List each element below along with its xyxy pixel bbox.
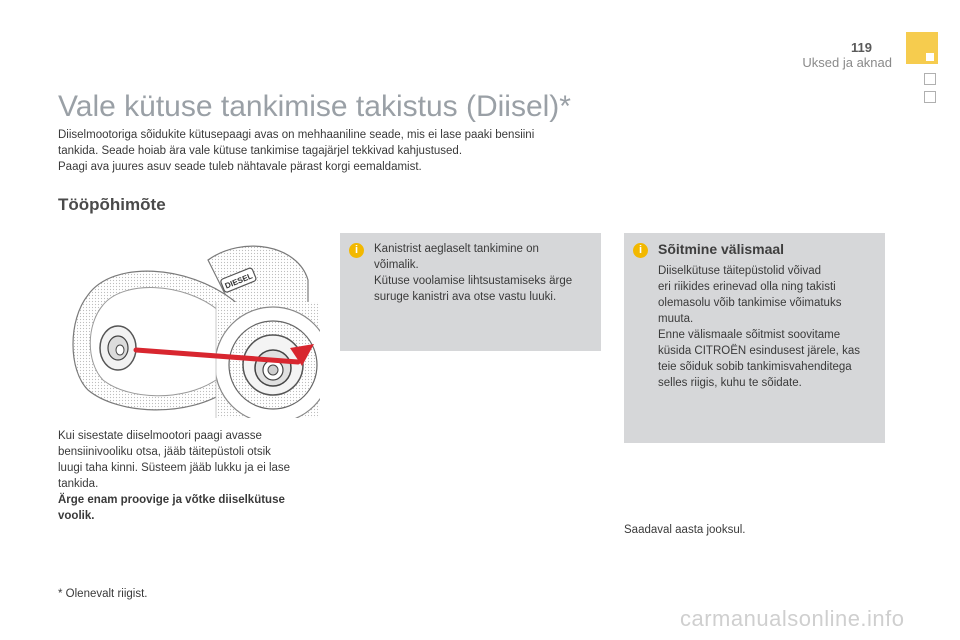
info2-line-1: Diiselkütuse täitepüstolid võivad xyxy=(658,265,822,277)
info2-line-2: eri riikides erinevad olla ning takisti xyxy=(658,281,836,293)
caption-line-2: bensiinivooliku otsa, jääb täitepüstoli otsik xyxy=(58,446,271,458)
info-box-canister xyxy=(340,233,601,351)
info-box-abroad xyxy=(624,233,885,443)
page-number: 119 xyxy=(851,40,872,55)
fuel-filler-illustration xyxy=(58,240,320,418)
info2-line-8: selles riigis, kuhu te sõidate. xyxy=(658,377,802,389)
info-box-abroad-text xyxy=(658,263,880,391)
caption-line-4: tankida. xyxy=(58,478,99,490)
intro-line-1: Diiselmootoriga sõidukite kütusepaagi avas on mehhaaniline seade, mis ei lase paaki bensiini xyxy=(58,129,535,141)
availability-note: Saadaval aasta jooksul. xyxy=(624,524,746,536)
info2-line-5: Enne välismaale sõitmist soovitame xyxy=(658,329,841,341)
footnote: * Olenevalt riigist. xyxy=(58,588,148,600)
caption-line-3: luugi taha kinni. Süsteem jääb lukku ja ei lase xyxy=(58,462,291,474)
info1-line-2: võimalik. xyxy=(374,259,419,271)
info-box-canister-text xyxy=(374,241,594,305)
info1-line-3: Kütuse voolamise lihtsustamiseks ärge xyxy=(374,275,573,287)
info2-line-3: olemasolu võib tankimise võimatuks xyxy=(658,297,842,309)
info1-line-1: Kanistrist aeglaselt tankimine on xyxy=(374,243,539,255)
info-icon: i xyxy=(349,243,364,258)
intro-line-3: Paagi ava juures asuv seade tuleb nähtavale pärast korgi eemaldamist. xyxy=(58,161,422,173)
info2-line-7: teie sõiduk sobib tankimisvahenditega xyxy=(658,361,852,373)
info2-line-6: küsida CITROËN esindusest järele, kas xyxy=(658,345,860,357)
tab-marker xyxy=(926,53,934,61)
caption-line-1: Kui sisestate diiselmootori paagi avasse xyxy=(58,430,262,442)
intro-text xyxy=(58,127,598,175)
section-title: Tööpõhimõte xyxy=(58,195,166,214)
chapter-title: Uksed ja aknad xyxy=(802,55,892,70)
page-title: Vale kütuse tankimise takistus (Diisel)* xyxy=(58,90,571,123)
info2-line-4: muuta. xyxy=(658,313,694,325)
diesel-label-text: DIESEL xyxy=(223,271,254,291)
chapter-tab-box-2 xyxy=(924,91,936,103)
illustration-caption xyxy=(58,428,308,524)
intro-line-2: tankida. Seade hoiab ära vale kütuse tankimise tagajärjel tekkivad kahjustused. xyxy=(58,145,463,157)
info-icon: i xyxy=(633,243,648,258)
caption-warning-line-1: Ärge enam proovige ja võtke diiselkütuse xyxy=(58,494,285,506)
chapter-tab-box-1 xyxy=(924,73,936,85)
chapter-tab-active xyxy=(906,32,938,64)
caption-warning-line-2: voolik. xyxy=(58,510,95,522)
watermark: carmanualsonline.info xyxy=(680,606,905,631)
info1-line-4: suruge kanistri ava otse vastu luuki. xyxy=(374,291,557,303)
info-box-abroad-title: Sõitmine välismaal xyxy=(658,241,785,257)
